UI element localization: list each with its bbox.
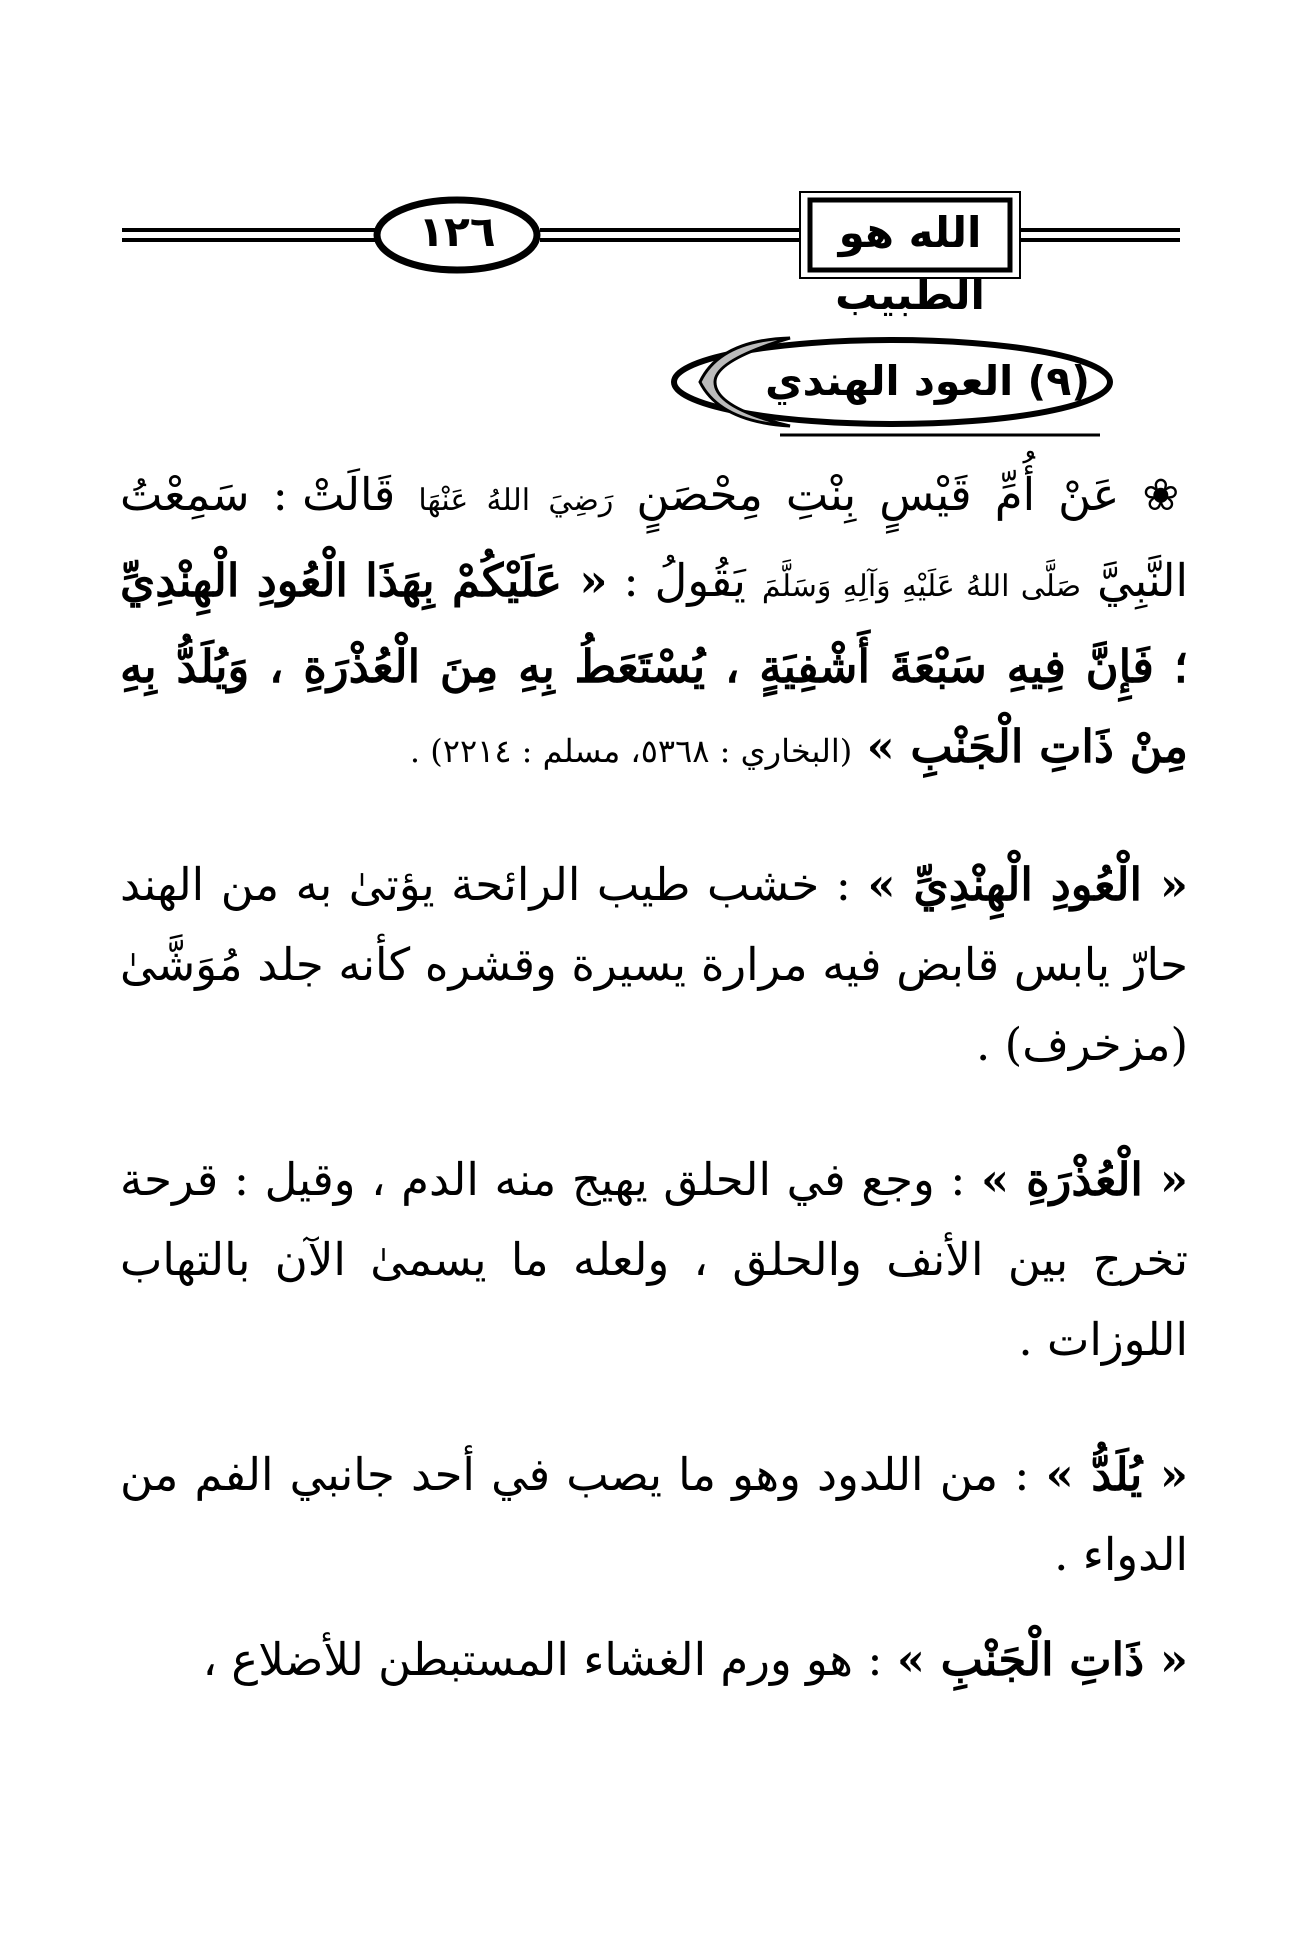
hadith-paragraph: [120, 455, 1188, 791]
running-header: [0, 178, 1304, 319]
honorific-salla: صَلَّى اللهُ عَلَيْهِ وَآلِهِ وَسَلَّمَ: [761, 569, 1082, 604]
definition-term: « الْعُذْرَةِ »: [981, 1153, 1188, 1206]
section-title: (٩) العود الهندي: [765, 357, 1090, 405]
definition-oud: [120, 845, 1188, 1085]
header-ornament: [0, 178, 1304, 319]
definition-text: : وجع في الحلق يهيج منه الدم ، وقيل : قرحة تخرج بين الأنف والحلق ، ولعله ما يسمىٰ الآن بالتهاب اللوزات .: [120, 1153, 1188, 1366]
definition-term: « ذَاتِ الْجَنْبِ »: [896, 1633, 1188, 1686]
definition-text: : من اللدود وهو ما يصب في أحد جانبي الفم من الدواء .: [120, 1448, 1188, 1581]
definition-term: « الْعُودِ الْهِنْدِيِّ »: [867, 858, 1188, 911]
running-title: الله هو الطبيب: [835, 208, 985, 319]
hadith-reference: (البخاري : ٥٣٦٨، مسلم : ٢٢١٤) .: [409, 732, 853, 770]
hadith-quote: « عَلَيْكُمْ بِهَذَا الْعُودِ الْهِنْدِيِّ ؛ فَإِنَّ فِيهِ سَبْعَةَ أَشْفِيَةٍ ، يُسْتَعَطُ بِهِ مِنَ الْعُذْرَةِ ، وَيُلَدُّ بِهِ مِنْ ذَاتِ الْجَنْبِ »: [120, 554, 1188, 773]
definition-yuladd: [120, 1435, 1188, 1595]
definition-dhat-al-janb: [120, 1620, 1188, 1700]
hadith-says: يَقُولُ :: [623, 554, 746, 607]
honorific-radiyallahu: رَضِيَ اللهُ عَنْهَا: [418, 483, 614, 518]
hadith-intro: عَنْ أُمِّ قَيْسٍ بِنْتِ مِحْصَنٍ: [636, 468, 1120, 521]
definition-text: : خشب طيب الرائحة يؤتىٰ به من الهند حارّ يابس قابض فيه مرارة يسيرة وقشره كأنه جلد مُوَشَّىٰ (مزخرف) .: [120, 858, 1188, 1071]
definition-udhra: [120, 1140, 1188, 1380]
flower-icon: ❀: [1142, 470, 1189, 521]
page-number: ١٢٦: [418, 207, 496, 256]
definition-term: « يُلَدُّ »: [1045, 1448, 1188, 1501]
definition-text: : هو ورم الغشاء المستبطن للأضلاع ،: [202, 1633, 897, 1686]
hadith-said: قَالَتْ : سَمِعْتُ النَّبِيَّ: [120, 468, 1188, 607]
